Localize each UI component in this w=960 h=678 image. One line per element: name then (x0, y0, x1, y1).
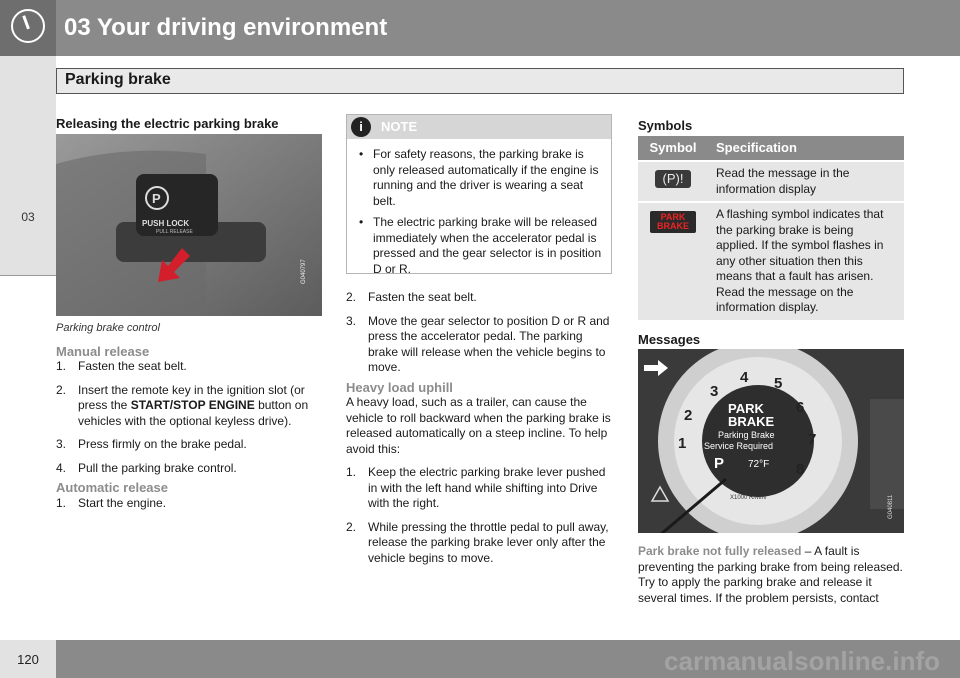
note-item: • For safety reasons, the parking brake is only released automatically if the engine is running and the driver is wearing a seat belt. (357, 147, 603, 209)
step-text: Insert the remote key in the ignition slot (or press the (78, 382, 305, 412)
spec-cell: A flashing symbol indicates that the parking brake is being applied. If the symbol flashes in any other situation then this means that a fault has arisen. Read the message on the information display. (708, 203, 904, 320)
tick-7: 7 (808, 431, 817, 448)
cluster-parking-brake-text: Parking Brake (718, 430, 775, 440)
button-name: START/STOP ENGINE (130, 398, 255, 412)
parking-brake-warning-icon: (P)! (655, 170, 692, 188)
symbols-heading-wrap (638, 118, 904, 134)
column-2-text (346, 290, 612, 574)
note-box (346, 114, 612, 274)
tick-4: 4 (740, 369, 749, 386)
step-number: 3. (346, 313, 357, 328)
step-text: button on vehicles with the optional keyless drive). (78, 398, 309, 428)
cluster-rpm-label: X1000 R/MIN (730, 495, 767, 501)
note-item: • The electric parking brake will be released immediately when the accelerator pedal is pressed and the gear selector is in position D or R. (357, 215, 603, 277)
messages-heading: Messages (638, 332, 701, 347)
manual-release-heading: Manual release (56, 343, 150, 359)
list-item (56, 383, 322, 430)
auto-steps-list (56, 496, 322, 512)
parking-brake-photo (56, 134, 322, 316)
column-1 (56, 116, 322, 132)
chapter-title: 03 Your driving environment (64, 14, 388, 41)
tick-2: 2 (684, 407, 693, 424)
list-item (346, 520, 612, 567)
list-item (56, 359, 322, 375)
page-header (0, 0, 960, 56)
heavy-load-text: A heavy load, such as a trailer, can cause the vehicle to roll backward when the parking brake is released automatically on a steep incline. To help avoid this: (346, 395, 611, 456)
section-title-bar (56, 68, 904, 94)
list-item (346, 465, 612, 512)
automatic-release-heading: Automatic release (56, 480, 168, 495)
button-label: PUSH LOCK (142, 219, 190, 228)
messages-heading-wrap (638, 332, 904, 348)
symbol-column-header: Symbol (638, 136, 708, 160)
info-icon: i (351, 117, 371, 137)
table-row (638, 203, 904, 320)
cluster-brake-text: BRAKE (728, 414, 775, 429)
cluster-temperature: 72°F (748, 459, 770, 470)
message-description: – A fault is preventing the parking brake from being released. Try to apply the parking brake and release it several times. If the problem persists, contact (638, 544, 903, 605)
release-heading: Releasing the electric parking brake (56, 116, 279, 131)
section-title: Parking brake (65, 71, 171, 88)
cluster-park-text: PARK (728, 401, 764, 416)
list-item (56, 437, 322, 453)
chapter-sidebar (0, 56, 56, 276)
page-number: 120 (17, 652, 39, 667)
tick-6: 6 (796, 399, 805, 416)
cluster-gear: P (714, 455, 725, 472)
note-header (347, 115, 611, 139)
tick-3: 3 (710, 383, 719, 400)
col2-steps-list (346, 290, 612, 376)
chapter-number: 03 (21, 210, 35, 224)
spec-cell: Read the message in the information display (708, 162, 904, 201)
list-item (346, 314, 612, 376)
header-icon-tab (0, 0, 56, 56)
button-sublabel: PULL RELEASE (156, 229, 193, 235)
symbols-table (638, 134, 904, 322)
manual-steps-list (56, 359, 322, 476)
step-text: Press firmly on the brake pedal. (78, 437, 247, 451)
step-text: Keep the electric parking brake lever pushed in with the left hand while shifting into Drive with the right. (368, 465, 606, 510)
step-text: Fasten the seat belt. (368, 290, 477, 304)
instrument-cluster-image (638, 349, 904, 533)
step-number: 1. (346, 465, 357, 479)
heavy-load-heading: Heavy load uphill (346, 379, 453, 395)
message-paragraph (638, 544, 904, 606)
step-number: 2. (346, 519, 357, 534)
gauge-icon (11, 9, 45, 43)
column-1-text (56, 321, 322, 519)
symbol-cell (638, 203, 708, 320)
pull-arrow-icon (154, 246, 194, 286)
image-code: G040811 (888, 494, 894, 519)
heavy-steps-list (346, 465, 612, 566)
page-footer (0, 640, 960, 678)
note-title: NOTE (381, 119, 418, 134)
step-text: Fasten the seat belt. (78, 359, 187, 373)
list-item (346, 290, 612, 306)
step-number: 1. (56, 495, 67, 510)
step-text: Start the engine. (78, 495, 167, 510)
list-item (56, 461, 322, 477)
tick-5: 5 (774, 375, 783, 392)
step-number: 2. (56, 382, 67, 397)
step-text: Pull the parking brake control. (78, 460, 237, 475)
svg-text:P: P (152, 191, 161, 206)
cluster-service-required-text: Service Required (704, 441, 774, 451)
list-item (56, 496, 322, 512)
spec-column-header: Specification (708, 136, 904, 160)
svg-text:.: . (176, 314, 177, 315)
park-brake-icon: PARK BRAKE (650, 211, 696, 233)
symbol-cell (638, 162, 708, 201)
image-code: G040797 (301, 259, 307, 284)
step-number: 4. (56, 460, 67, 475)
step-number: 3. (56, 437, 67, 451)
step-number: 2. (346, 290, 357, 304)
symbols-heading: Symbols (638, 118, 693, 133)
step-text: Move the gear selector to position D or R and press the accelerator pedal. The parking brake will release when the vehicle begins to move. (368, 313, 610, 374)
note-list (347, 139, 611, 277)
table-row (638, 162, 904, 201)
step-text: While pressing the throttle pedal to pull away, release the parking brake lever only after the vehicle begins to move. (368, 519, 609, 565)
step-number: 1. (56, 359, 67, 373)
photo-caption: Parking brake control (56, 322, 160, 334)
tick-1: 1 (678, 435, 687, 452)
tick-8: 8 (796, 461, 805, 478)
message-name: Park brake not fully released (638, 544, 802, 558)
watermark: carmanualsonline.info (664, 646, 940, 676)
